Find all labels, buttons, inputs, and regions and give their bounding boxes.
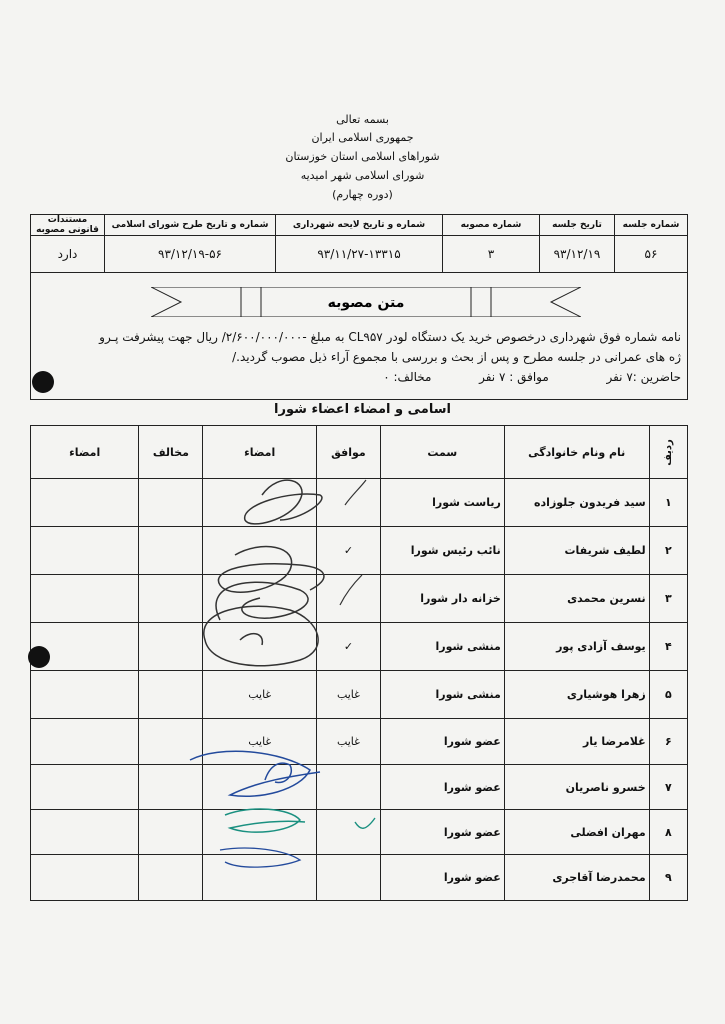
members-header-row <box>31 426 688 479</box>
table-row <box>31 765 688 810</box>
oppose-sign-cell <box>31 527 139 575</box>
punch-hole <box>32 371 54 393</box>
member-name: نسرین محمدی <box>504 575 649 623</box>
meta-value-row <box>31 236 688 273</box>
oppose-cell <box>139 810 203 855</box>
meta-header: شماره جلسه <box>615 215 688 236</box>
member-name: زهرا هوشیاری <box>504 671 649 719</box>
header-city: شورای اسلامی شهر امیدیه <box>300 169 425 182</box>
row-index: ۵ <box>649 671 687 719</box>
agree-cell: ✓ <box>316 623 380 671</box>
agree-cell: ✓ <box>316 527 380 575</box>
oppose-sign-cell <box>31 810 139 855</box>
oppose-cell <box>139 479 203 527</box>
table-row <box>31 671 688 719</box>
punch-hole <box>28 646 50 668</box>
table-row <box>31 527 688 575</box>
meta-value: ۹۳/۱۲/۱۹-۵۶ <box>105 236 276 273</box>
oppose-cell <box>139 623 203 671</box>
resolution-line1: نامه شماره فوق شهرداری درخصوص خرید یک دستگاه لودر CL۹۵۷ به مبلغ -۲/۶۰۰/۰۰۰/۰۰۰/ ریال جهت پیشرفت پـرو <box>99 330 681 344</box>
resolution-line2: ژه های عمرانی در جلسه مطرح و پس از بحث و بررسی با مجموع آراء ذیل مصوب گردید./ <box>232 350 681 364</box>
members-header: موافق <box>316 426 380 479</box>
member-role: منشی شورا <box>380 623 504 671</box>
oppose-sign-cell <box>31 479 139 527</box>
sign-cell <box>203 623 317 671</box>
meta-header: تاریخ جلسه <box>540 215 615 236</box>
agree-cell: غایب <box>316 671 380 719</box>
members-header-idx: ردیف <box>662 438 674 466</box>
sign-cell <box>203 810 317 855</box>
oppose-count: مخالف: ۰ <box>383 370 432 384</box>
member-role: عضو شورا <box>380 855 504 901</box>
members-header: نام ونام خانوادگی <box>504 426 649 479</box>
agree-cell <box>316 855 380 901</box>
member-role: منشی شورا <box>380 671 504 719</box>
member-role: عضو شورا <box>380 810 504 855</box>
resolution-banner <box>151 287 581 317</box>
meta-header: شماره و تاریخ لایحه شهرداری <box>276 215 443 236</box>
meta-value: ۹۳/۱۲/۱۹ <box>540 236 615 273</box>
row-index: ۴ <box>649 623 687 671</box>
agree-cell <box>316 479 380 527</box>
members-header: امضاء <box>203 426 317 479</box>
member-name: خسرو ناصریان <box>504 765 649 810</box>
sign-cell: غایب <box>203 671 317 719</box>
row-index: ۳ <box>649 575 687 623</box>
oppose-cell <box>139 575 203 623</box>
table-row <box>31 855 688 901</box>
meta-table <box>30 214 688 273</box>
oppose-sign-cell <box>31 575 139 623</box>
sign-cell <box>203 765 317 810</box>
header-country: جمهوری اسلامی ایران <box>311 131 414 144</box>
agree-cell <box>316 810 380 855</box>
meta-header: مستندات قانونی مصوبه <box>31 215 105 236</box>
header-province: شوراهای اسلامی استان خوزستان <box>285 150 440 163</box>
member-role: عضو شورا <box>380 719 504 765</box>
agree-cell: غایب <box>316 719 380 765</box>
resolution-box <box>30 272 688 400</box>
table-row <box>31 479 688 527</box>
row-index: ۷ <box>649 765 687 810</box>
member-role: خزانه دار شورا <box>380 575 504 623</box>
sign-cell: غایب <box>203 719 317 765</box>
table-row <box>31 623 688 671</box>
agree-count: موافق : ۷ نفر <box>479 370 549 384</box>
header-bismillah: بسمه تعالی <box>336 113 389 126</box>
member-role: عضو شورا <box>380 765 504 810</box>
member-name: مهران افضلی <box>504 810 649 855</box>
oppose-cell <box>139 527 203 575</box>
table-row <box>31 575 688 623</box>
members-table <box>30 425 688 901</box>
present-count: حاضرین :۷ نفر <box>606 370 681 384</box>
member-name: یوسف آزادی پور <box>504 623 649 671</box>
sign-cell <box>203 527 317 575</box>
sign-cell <box>203 855 317 901</box>
oppose-sign-cell <box>31 719 139 765</box>
meta-value: دارد <box>31 236 105 273</box>
members-header <box>649 426 687 479</box>
row-index: ۶ <box>649 719 687 765</box>
header-term: (دوره چهارم) <box>332 188 393 201</box>
meta-value: ۳ <box>443 236 540 273</box>
member-name: محمدرضا آقاجری <box>504 855 649 901</box>
row-index: ۸ <box>649 810 687 855</box>
oppose-cell <box>139 719 203 765</box>
sign-cell <box>203 575 317 623</box>
agree-cell <box>316 575 380 623</box>
table-row <box>31 719 688 765</box>
meta-header: شماره مصوبه <box>443 215 540 236</box>
meta-header-row <box>31 215 688 236</box>
sign-cell <box>203 479 317 527</box>
meta-value: ۹۳/۱۱/۲۷-۱۳۳۱۵ <box>276 236 443 273</box>
agree-cell <box>316 765 380 810</box>
members-header: امضاء <box>31 426 139 479</box>
row-index: ۱ <box>649 479 687 527</box>
meta-header: شماره و تاریخ طرح شورای اسلامی <box>105 215 276 236</box>
members-header: مخالف <box>139 426 203 479</box>
resolution-votes <box>35 367 681 387</box>
member-name: سید فریدون جلوزاده <box>504 479 649 527</box>
meta-value: ۵۶ <box>615 236 688 273</box>
oppose-cell <box>139 671 203 719</box>
oppose-sign-cell <box>31 855 139 901</box>
table-row <box>31 810 688 855</box>
oppose-cell <box>139 765 203 810</box>
oppose-sign-cell <box>31 765 139 810</box>
resolution-text <box>35 327 681 387</box>
row-index: ۹ <box>649 855 687 901</box>
resolution-title: متن مصوبه <box>327 295 405 311</box>
member-name: غلامرضا یار <box>504 719 649 765</box>
members-header: سمت <box>380 426 504 479</box>
row-index: ۲ <box>649 527 687 575</box>
member-name: لطیف شریفات <box>504 527 649 575</box>
oppose-sign-cell <box>31 671 139 719</box>
member-role: ریاست شورا <box>380 479 504 527</box>
members-title: اسامی و امضاء اعضاء شورا <box>274 402 451 417</box>
member-role: نائب رئیس شورا <box>380 527 504 575</box>
oppose-cell <box>139 855 203 901</box>
